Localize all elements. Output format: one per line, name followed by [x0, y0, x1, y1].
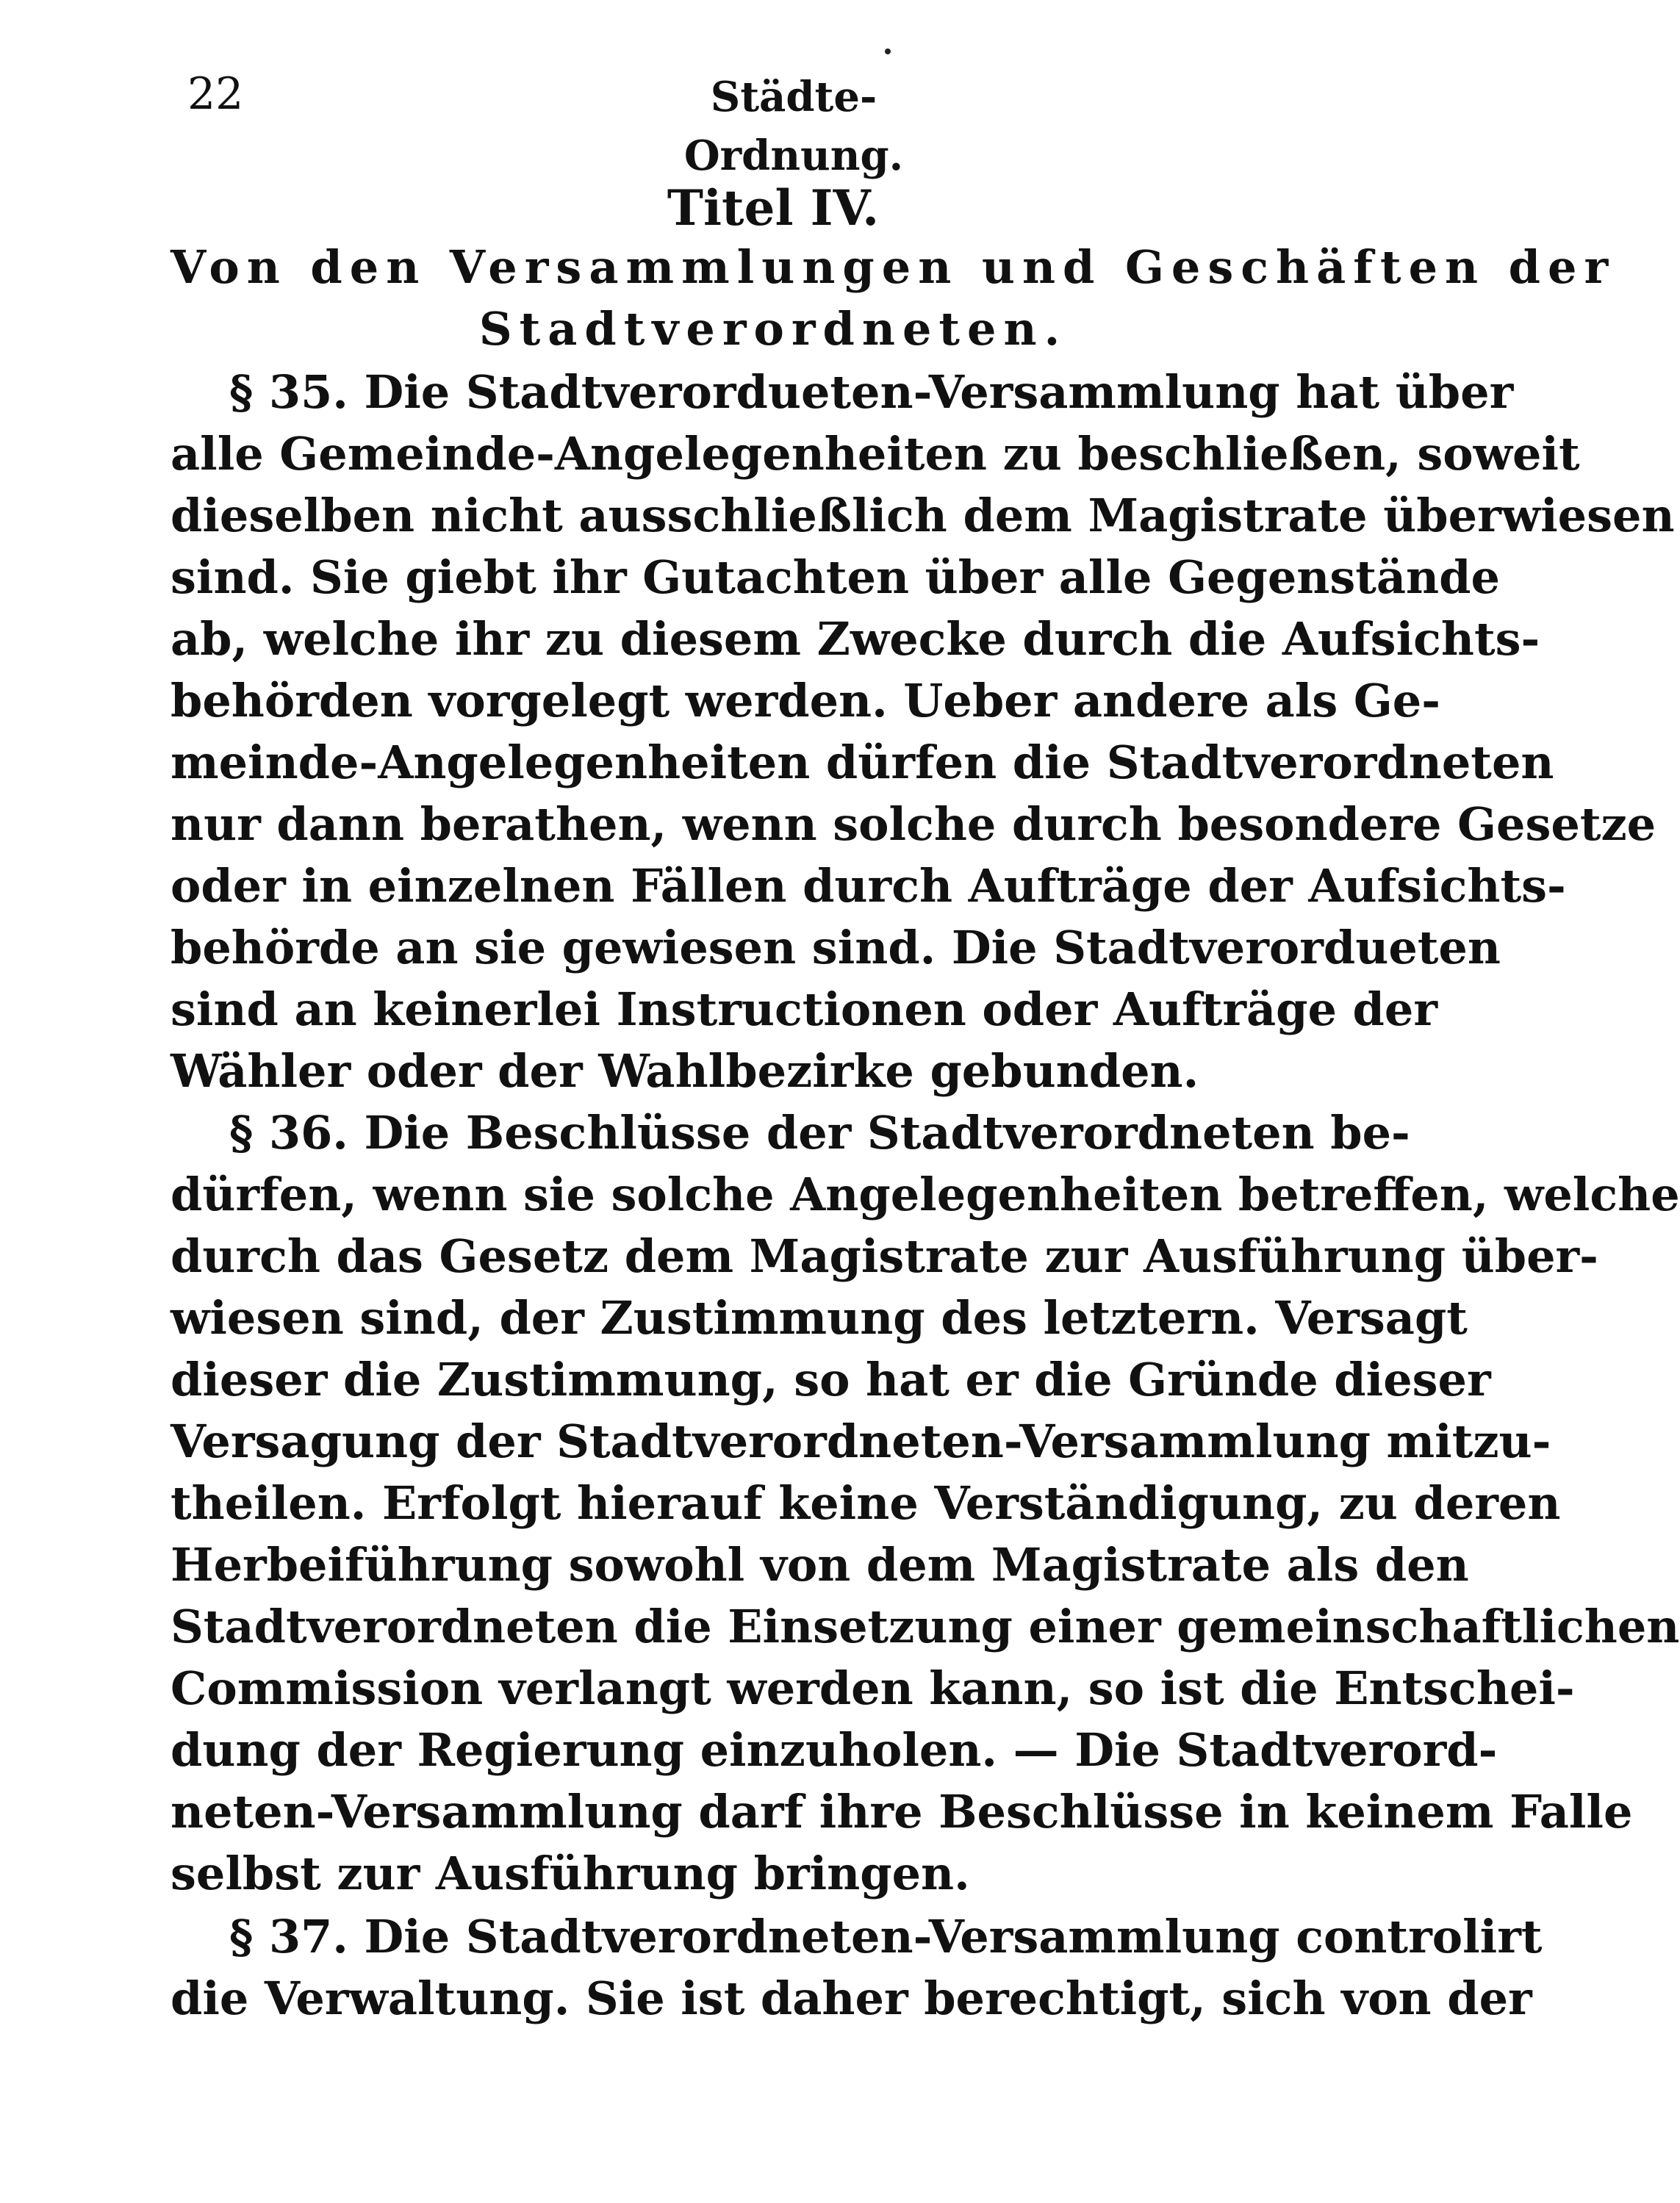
chapter-subtitle-line-2: Stadtverordneten. — [478, 302, 1068, 356]
body-line: Versagung der Stadtverordneten-Versammlung mitzu- — [170, 1415, 1551, 1468]
body-line: Commission verlangt werden kann, so ist die Entschei- — [170, 1661, 1575, 1715]
body-line: sind an keinerlei Instructionen oder Aufträge der — [170, 982, 1438, 1036]
chapter-subtitle-line-1: Von den Versammlungen und Geschäften der — [170, 240, 1616, 294]
body-line: theilen. Erfolgt hierauf keine Verständigung, zu deren — [170, 1476, 1561, 1530]
body-line: nur dann berathen, wenn solche durch besondere Gesetze — [170, 797, 1656, 851]
running-head: Städte-Ordnung. — [683, 73, 904, 180]
body-line: neten-Versammlung darf ihre Beschlüsse in keinem Falle — [170, 1785, 1633, 1839]
body-line: dieselben nicht ausschließlich dem Magistrate überwiesen — [170, 489, 1675, 542]
body-line: § 35. Die Stadtverorduеten-Versammlung hat über — [229, 365, 1514, 419]
body-line: dürfen, wenn sie solche Angelegenheiten betreffen, welche — [170, 1168, 1680, 1221]
body-line: Stadtverordneten die Einsetzung einer gemeinschaftlichen — [170, 1600, 1680, 1653]
chapter-title: Titel IV. — [667, 179, 880, 237]
body-line: meinde-Angelegenheiten dürfen die Stadtverordneten — [170, 736, 1554, 789]
body-line: behörden vorgelegt werden. Ueber andere als Ge- — [170, 674, 1440, 727]
body-line: selbst zur Ausführung bringen. — [170, 1847, 970, 1900]
body-line: sind. Sie giebt ihr Gutachten über alle Gegenstände — [170, 550, 1500, 604]
body-line: Wähler oder der Wahlbezirke gebunden. — [170, 1044, 1199, 1098]
body-line: oder in einzelnen Fällen durch Aufträge der Aufsichts- — [170, 859, 1566, 913]
body-line: wiesen sind, der Zustimmung des letztern. Versagt — [170, 1291, 1468, 1345]
page-number: 22 — [187, 68, 244, 120]
ink-dot — [885, 48, 891, 54]
body-line: die Verwaltung. Sie ist daher berechtigt, sich von der — [170, 1972, 1532, 2025]
body-line: dung der Regierung einzuholen. — Die Stadtverord- — [170, 1723, 1498, 1777]
body-line: ab, welche ihr zu diesem Zwecke durch die Aufsichts- — [170, 612, 1540, 666]
body-line: § 37. Die Stadtverordneten-Versammlung controlirt — [229, 1910, 1543, 1963]
body-line: behörde an sie gewiesen sind. Die Stadtverorduеten — [170, 921, 1501, 974]
body-line: Herbeiführung sowohl von dem Magistrate als den — [170, 1538, 1469, 1592]
body-line: alle Gemeinde-Angelegenheiten zu beschließen, soweit — [170, 427, 1580, 481]
body-line: durch das Gesetz dem Magistrate zur Ausführung über- — [170, 1229, 1598, 1283]
body-line: dieser die Zustimmung, so hat er die Gründe dieser — [170, 1353, 1491, 1406]
body-line: § 36. Die Beschlüsse der Stadtverordneten be- — [229, 1106, 1410, 1160]
